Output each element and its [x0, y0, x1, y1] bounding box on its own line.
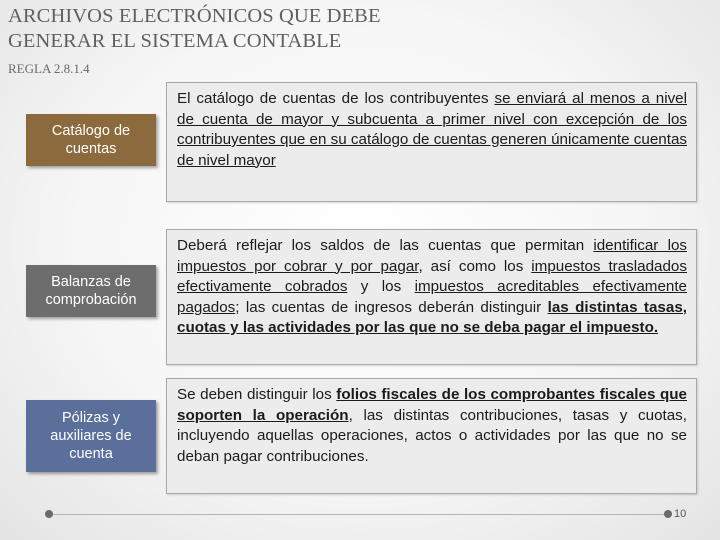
text-segment-underlined: impuestos acreditables efectivamente pagados	[177, 278, 688, 316]
title-line-2: GENERAR EL SISTEMA CONTABLE	[8, 30, 342, 52]
text-segment-underlined: identificar los impuestos por cobrar y por pagar	[177, 237, 687, 275]
text-segment-bold-underlined: folios fiscales de los comprobantes fiscales que soporten la operación	[177, 386, 687, 424]
label-catalogo-de-cuentas	[26, 114, 156, 166]
text-segment: y los	[347, 278, 415, 295]
text-segment: El catálogo de cuentas de los contribuyentes	[177, 90, 495, 107]
footer-right-dot	[664, 510, 672, 518]
label-text: Pólizas y auxiliares de cuenta	[50, 410, 132, 462]
rule-reference: REGLA 2.8.1.4	[8, 61, 90, 76]
text-segment-underlined: impuestos trasladados efectivamente cobrados	[177, 257, 687, 295]
text-segment: Deberá reflejar los saldos de las cuentas que permitan	[177, 237, 594, 254]
text-segment: ; las cuentas de ingresos deberán distinguir	[235, 298, 548, 316]
title-line-1: ARCHIVOS ELECTRÓNICOS QUE DEBE	[8, 5, 381, 27]
content-balanzas-de-comprobacion	[166, 229, 697, 365]
text-segment: Se deben distinguir los	[177, 386, 337, 403]
label-polizas-y-auxiliares	[26, 400, 156, 472]
label-text: Balanzas de comprobación	[45, 274, 137, 308]
slide-title	[8, 4, 708, 54]
footer-left-dot	[45, 510, 53, 518]
label-balanzas-de-comprobacion	[26, 265, 156, 317]
page-number: 10	[674, 508, 687, 520]
text-segment-underlined: se enviará al menos a nivel de cuenta de mayor y subcuenta a primer nivel con excepción de los contribuyentes que en su catálogo de cuentas generen únicamente cuentas de nivel mayor	[177, 90, 687, 169]
content-catalogo-de-cuentas	[166, 82, 697, 202]
text-segment-bold-underlined: las distintas tasas, cuotas y las actividades por las que no se deba pagar el impuesto.	[177, 298, 687, 336]
footer-divider	[50, 514, 668, 515]
content-polizas-y-auxiliares	[166, 378, 697, 494]
label-text: Catálogo de cuentas	[51, 123, 131, 157]
text-segment: , las distintas contribuciones, tasas y cuotas, incluyendo aquellas operaciones, actos o actividades por las que no se deban pagar contribuciones.	[177, 406, 687, 465]
text-segment: , así como los	[418, 257, 532, 275]
